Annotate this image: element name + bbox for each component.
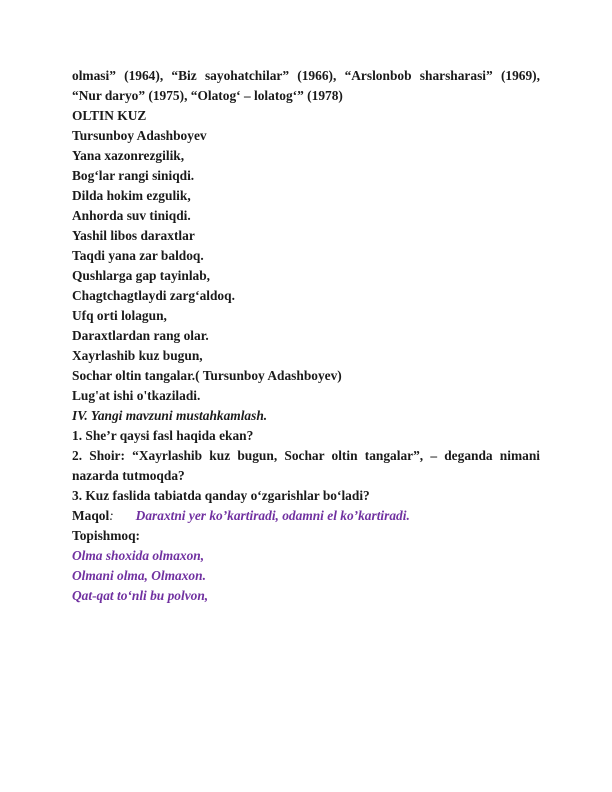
text-line-works-list: olmasi” (1964), “Biz sayohatchilar” (1966), “Arslonbob sharsharasi” (1969), [72, 68, 540, 83]
riddle-label: Topishmoq: [72, 528, 140, 543]
poem-line: Qushlarga gap tayinlab, [72, 268, 211, 283]
poem-author: Tursunboy Adashboyev [72, 128, 207, 143]
section-heading: IV. Yangi mavzuni mustahkamlash. [72, 408, 268, 423]
question-1: 1. She’r qaysi fasl haqida ekan? [72, 428, 254, 443]
poem-line: Taqdi yana zar baldoq. [72, 248, 204, 263]
riddle-line: Qat-qat to‘nli bu polvon, [72, 588, 209, 603]
poem-line: Yashil libos daraxtlar [72, 228, 195, 243]
poem-line: Daraxtlardan rang olar. [72, 328, 209, 343]
text-line-works-list-cont: “Nur daryo” (1975), “Olatog‘ – lolatog‘” (1978) [72, 88, 343, 103]
poem-line: Sochar oltin tangalar.( Tursunboy Adashboyev) [72, 368, 342, 383]
poem-line: Anhorda suv tiniqdi. [72, 208, 191, 223]
proverb-label: Maqol [72, 508, 110, 523]
vocabulary-note: Lug'at ishi o'tkaziladi. [72, 388, 201, 403]
poem-line: Chagtchagtlaydi zarg‘aldoq. [72, 288, 235, 303]
poem-line: Yana xazonrezgilik, [72, 148, 185, 163]
document-page [72, 66, 540, 606]
poem-line: Xayrlashib kuz bugun, [72, 348, 203, 363]
riddle-line: Olmani olma, Olmaxon. [72, 568, 206, 583]
poem-line: Dilda hokim ezgulik, [72, 188, 191, 203]
poem-title: OLTIN KUZ [72, 108, 147, 123]
proverb-line [72, 506, 540, 526]
proverb-colon: : [109, 508, 114, 523]
proverb-text: Daraxtni yer ko’kartiradi, odamni el ko’kartiradi. [135, 508, 410, 523]
question-3: 3. Kuz faslida tabiatda qanday o‘zgarishlar bo‘ladi? [72, 488, 370, 503]
riddle-line: Olma shoxida olmaxon, [72, 548, 205, 563]
poem-line: Bog‘lar rangi siniqdi. [72, 168, 195, 183]
poem-line: Ufq orti lolagun, [72, 308, 167, 323]
question-2-cont: nazarda tutmoqda? [72, 468, 185, 483]
question-2: 2. Shoir: “Xayrlashib kuz bugun, Sochar oltin tangalar”, – deganda nimani [72, 448, 540, 463]
